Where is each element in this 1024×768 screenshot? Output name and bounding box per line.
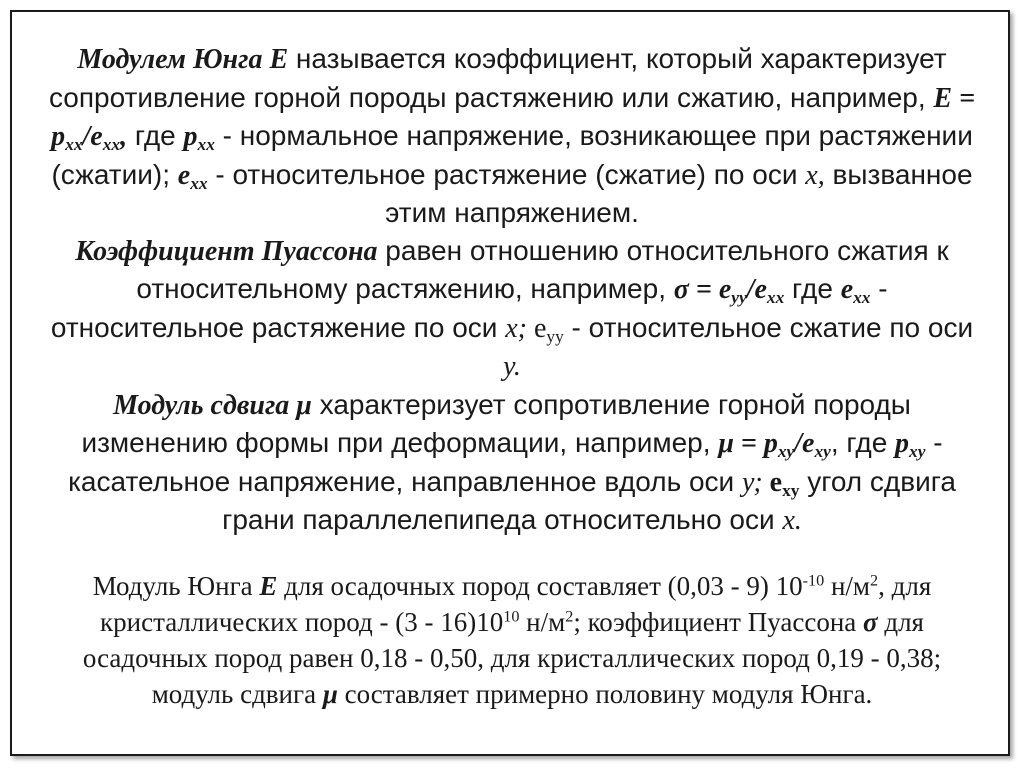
shear-stress-symbol: $p_{xy}$ [895, 428, 926, 461]
slide-frame [10, 10, 1010, 756]
strain-xx-symbol: $e_{xx}$ [840, 274, 871, 307]
normal-stress-symbol: $p_{хх}$ [183, 121, 215, 154]
poisson-formula: $\sigma = e_{yy}/e_{xx}$ [673, 274, 785, 307]
typical-values-paragraph: Модуль Юнга Е для осадочных пород составляет (0,03 - 9) $10^{-10}$ $н/м^2$, для кристаллических пород - $(3 - 16)10^{10}$ $н/м^2$; коэффициент Пуассона σ для осадочных пород равен 0,18 - 0,50, для кристаллических пород 0,19 - 0,38; модуль сдвига μ составляет примерно половину модуля Юнга. [82, 571, 942, 709]
strain-yy-symbol: $e_{уу}$ [526, 312, 564, 346]
shear-strain-symbol: $e_{xy}$ [762, 466, 800, 500]
young-modulus-term: Модулем Юнга Е [77, 44, 289, 75]
poisson-ratio-term: Коэффициент Пуассона [75, 235, 378, 267]
shear-modulus-term: Модуль сдвига μ [113, 389, 312, 421]
poisson-ratio-paragraph: Коэффициент Пуассона равен отношению относительного сжатия к относительному растяжению, например, $\sigma = e_{yy}/e_{xx}$ где $e_{xx}$ - относительное растяжение по оси х; $e_{уу}$ - относительное сжатие по оси у. [50, 234, 974, 382]
shear-modulus-paragraph: Модуль сдвига μ характеризует сопротивление горной породы изменению формы при деформации, например, $\mu = p_{xy}/e_{xy}$, где $p_{xy}$ - касательное напряжение, направленное вдоль оси у; $e_{xy}$ угол сдвига грани параллелепипеда относительно оси х. [68, 388, 956, 536]
relative-strain-symbol: $e_{хх}$ [177, 159, 208, 193]
shear-formula: $\mu = p_{xy}/e_{xy}$ [718, 428, 831, 461]
definitions-block [40, 40, 984, 540]
young-modulus-paragraph: Модулем Юнга Е называется коэффициент, который характеризует сопротивление горной породы растяжению или сжатию, например, $Е = p_{хх}/e_{хх}$, где $p_{хх}$ - нормальное напряжение, возникающее при растяжении (сжатии); $e_{хх}$ - относительное растяжение (сжатие) по оси х, вызванное этим напряжением. [48, 43, 976, 228]
young-formula: $Е = p_{хх}/e_{хх}$, [51, 82, 976, 154]
